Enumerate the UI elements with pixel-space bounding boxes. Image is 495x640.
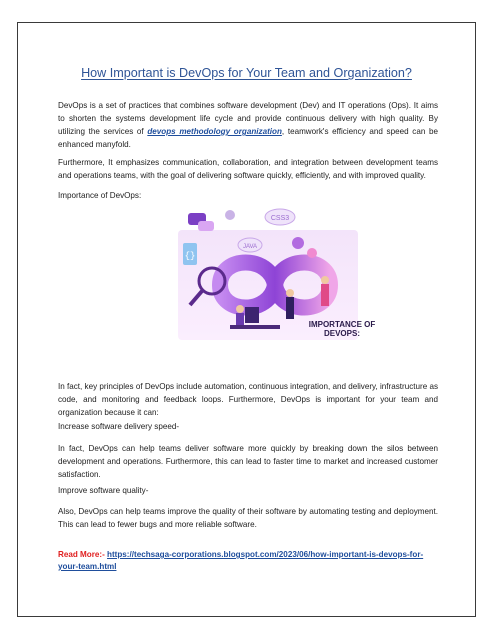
- importance-heading: Importance of DevOps:: [58, 191, 142, 200]
- intro-text-start: DevOps is a set of practices that combines software development (Dev) and IT operations (Ops). It aims to shorten the systems development life cycle and provide continuous delivery with high quality. By utilizing the services of: [58, 101, 438, 136]
- person-body: [236, 313, 244, 325]
- devops-illustration: [160, 205, 382, 360]
- delivery-speed-paragraph: In fact, DevOps can help teams deliver software more quickly by breaking down the silos between development and operations. Furthermore, this can lead to faster time to market and increased customer satisfaction.: [58, 444, 438, 479]
- read-more-line: [58, 549, 438, 573]
- delivery-speed-heading: Increase software delivery speed-: [58, 422, 180, 431]
- quality-heading: Improve software quality-: [58, 486, 149, 495]
- standing-person-head: [286, 289, 294, 297]
- gear-icon-right-small: [307, 248, 317, 258]
- standing-person-2-head: [321, 276, 329, 284]
- banner-line-2: DEVOPS:: [323, 329, 361, 338]
- desk: [230, 325, 280, 329]
- devops-illustration-art: [160, 205, 382, 360]
- standing-person-2-body: [321, 284, 329, 306]
- gear-icon-right: [292, 237, 304, 249]
- gear-icon: [225, 210, 235, 220]
- standing-person-body: [286, 297, 294, 319]
- css-badge-label: CSS3: [270, 215, 290, 222]
- principles-paragraph: In fact, key principles of DevOps include automation, continuous integration, and delivery, infrastructure as code, and monitoring and feedback loops. Furthermore, DevOps is important for your team and organization because it can:: [58, 382, 439, 417]
- chat-bubble-icon-2: [198, 221, 214, 231]
- java-badge-label: JAVA: [242, 244, 258, 250]
- read-more-link[interactable]: https://techsaga-corporations.blogspot.com/2023/06/how-important-is-devops-for-your-team.html: [58, 550, 424, 571]
- document-title: How Important is DevOps for Your Team and Organization?: [81, 66, 412, 80]
- read-more-label: Read More:-: [58, 550, 108, 559]
- collaboration-paragraph: Furthermore, It emphasizes communication, collaboration, and integration between development teams and operations teams, with the goal of delivering software quickly, efficiently, and with improved quality.: [58, 158, 438, 180]
- person-head: [236, 305, 244, 313]
- devops-methodology-link[interactable]: devops methodology organization: [147, 127, 282, 136]
- intro-paragraph: [58, 99, 438, 151]
- braces-label: {}: [184, 251, 196, 261]
- banner-line-1: IMPORTANCE OF: [308, 320, 376, 329]
- intro-text-end: , teamwork's efficiency and speed can be enhanced manyfold.: [58, 127, 438, 149]
- monitor: [245, 307, 259, 323]
- quality-paragraph: Also, DevOps can help teams improve the quality of their software by automating testing and deployment. This can lead to fewer bugs and more reliable software.: [58, 507, 438, 529]
